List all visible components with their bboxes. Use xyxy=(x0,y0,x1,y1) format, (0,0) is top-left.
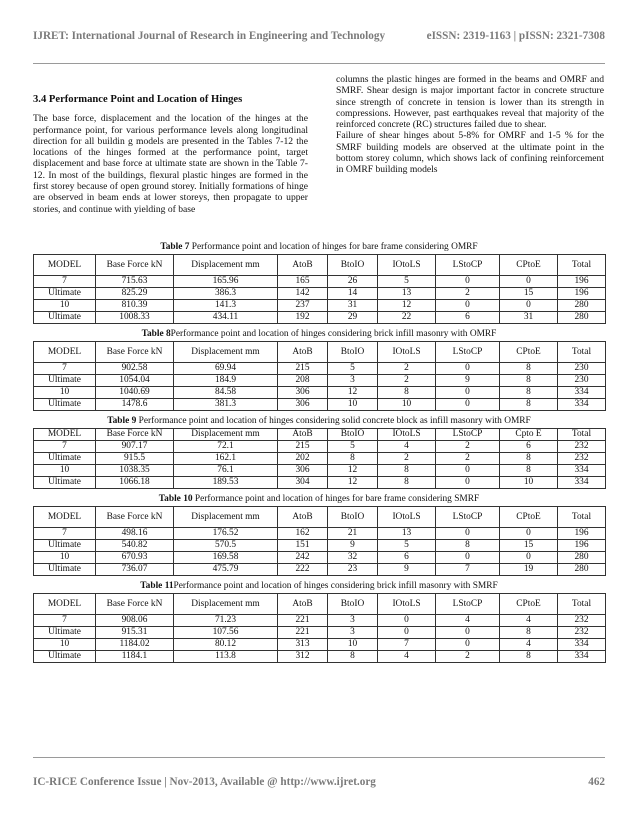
right-column xyxy=(336,74,604,176)
data-table xyxy=(33,428,606,489)
table-cell: 2 xyxy=(436,651,500,663)
table-cell: 0 xyxy=(500,300,558,312)
table-cell: 7 xyxy=(34,528,96,540)
page-footer xyxy=(33,776,605,788)
table-cell: 10 xyxy=(500,477,558,489)
table-header-cell: CPtoE xyxy=(500,594,558,615)
table-cell: 7 xyxy=(34,615,96,627)
table-block xyxy=(33,242,605,324)
table-cell: 196 xyxy=(558,276,606,288)
table-cell: 26 xyxy=(328,276,378,288)
table-header-cell: LStoCP xyxy=(436,429,500,441)
table-caption-label: Table xyxy=(107,416,130,426)
table-cell: 10 xyxy=(34,300,96,312)
table-cell: 825.29 xyxy=(96,288,174,300)
table-header-cell: Displacement mm xyxy=(174,507,278,528)
table-cell: 232 xyxy=(558,615,606,627)
table-header-cell: MODEL xyxy=(34,429,96,441)
table-cell: 498.16 xyxy=(96,528,174,540)
table-cell: 0 xyxy=(500,552,558,564)
table-header-cell: BtoIO xyxy=(328,342,378,363)
table-cell: 1066.18 xyxy=(96,477,174,489)
table-row xyxy=(34,552,606,564)
table-cell: 113.8 xyxy=(174,651,278,663)
table-cell: 6 xyxy=(500,441,558,453)
table-cell: 8 xyxy=(436,540,500,552)
table-cell: 13 xyxy=(378,288,436,300)
table-cell: 313 xyxy=(278,639,328,651)
table-cell: 8 xyxy=(378,465,436,477)
table-cell: 908.06 xyxy=(96,615,174,627)
table-cell: 7 xyxy=(34,441,96,453)
table-row xyxy=(34,441,606,453)
table-header-row xyxy=(34,507,606,528)
table-cell: 9 xyxy=(436,375,500,387)
table-cell: 5 xyxy=(328,363,378,375)
table-cell: Ultimate xyxy=(34,477,96,489)
table-cell: 12 xyxy=(328,477,378,489)
table-cell: 7 xyxy=(34,276,96,288)
table-cell: 0 xyxy=(436,627,500,639)
table-cell: 2 xyxy=(436,288,500,300)
table-cell: 540.82 xyxy=(96,540,174,552)
table-cell: 8 xyxy=(378,477,436,489)
footer-text: IC-RICE Conference Issue | Nov-2013, Available @ http://www.ijret.org xyxy=(33,776,376,788)
table-cell: 434.11 xyxy=(174,312,278,324)
table-header-cell: MODEL xyxy=(34,255,96,276)
table-cell: 1038.35 xyxy=(96,465,174,477)
table-cell: 8 xyxy=(500,375,558,387)
table-cell: 7 xyxy=(378,639,436,651)
table-cell: 10 xyxy=(34,552,96,564)
table-cell: 196 xyxy=(558,528,606,540)
table-row xyxy=(34,300,606,312)
table-cell: 280 xyxy=(558,300,606,312)
table-cell: 230 xyxy=(558,375,606,387)
table-cell: 0 xyxy=(436,552,500,564)
table-cell: 230 xyxy=(558,363,606,375)
table-cell: 6 xyxy=(436,312,500,324)
table-row xyxy=(34,399,606,411)
table-cell: 7 xyxy=(34,363,96,375)
table-block xyxy=(33,329,605,411)
table-row xyxy=(34,312,606,324)
table-cell: 107.56 xyxy=(174,627,278,639)
table-cell: 10 xyxy=(34,387,96,399)
table-block xyxy=(33,494,605,576)
table-cell: 736.07 xyxy=(96,564,174,576)
table-cell: 334 xyxy=(558,399,606,411)
table-cell: 0 xyxy=(436,639,500,651)
right-paragraph-2: Failure of shear hinges about 5-8% for OMRF and 1-5 % for the SMRF building models are observed at the ultimate point in the bottom storey column, which shows lack of confining reinforcement in OMRF building models xyxy=(336,130,604,176)
table-cell: 306 xyxy=(278,465,328,477)
table-header-cell: LStoCP xyxy=(436,255,500,276)
table-cell: 280 xyxy=(558,552,606,564)
table-header-cell: AtoB xyxy=(278,507,328,528)
table-caption-number: 7 xyxy=(182,242,190,252)
table-cell: 334 xyxy=(558,639,606,651)
table-cell: Ultimate xyxy=(34,375,96,387)
table-cell: 232 xyxy=(558,441,606,453)
table-cell: 215 xyxy=(278,441,328,453)
table-caption-number: 10 xyxy=(180,494,193,504)
table-header-cell: BtoIO xyxy=(328,594,378,615)
table-header-cell: MODEL xyxy=(34,342,96,363)
table-cell: 4 xyxy=(436,615,500,627)
table-cell: 221 xyxy=(278,627,328,639)
journal-title: IJRET: International Journal of Research in Engineering and Technology xyxy=(33,30,386,42)
right-paragraph-1: columns the plastic hinges are formed in the beams and OMRF and SMRF. Shear design is major important factor in concrete structure since strength of concrete in tension is lower than its strength in compressions. However, past earthquakes reveal that majority of the reinforced concrete (RC) structures failed due to shear. xyxy=(336,74,604,131)
table-cell: Ultimate xyxy=(34,312,96,324)
table-cell: 0 xyxy=(500,276,558,288)
data-table xyxy=(33,341,606,411)
table-cell: 169.58 xyxy=(174,552,278,564)
table-cell: 0 xyxy=(436,528,500,540)
table-cell: 8 xyxy=(500,627,558,639)
table-header-cell: IOtoLS xyxy=(378,594,436,615)
table-cell: 915.31 xyxy=(96,627,174,639)
table-caption xyxy=(33,581,605,591)
table-cell: 76.1 xyxy=(174,465,278,477)
table-header-cell: Base Force kN xyxy=(96,255,174,276)
table-cell: 142 xyxy=(278,288,328,300)
data-table xyxy=(33,254,606,324)
table-row xyxy=(34,615,606,627)
table-cell: 71.23 xyxy=(174,615,278,627)
table-cell: 306 xyxy=(278,399,328,411)
table-cell: 162.1 xyxy=(174,453,278,465)
table-caption-number: 11 xyxy=(162,581,174,591)
table-cell: 386.3 xyxy=(174,288,278,300)
table-header-cell: LStoCP xyxy=(436,594,500,615)
table-cell: 21 xyxy=(328,528,378,540)
table-cell: 312 xyxy=(278,651,328,663)
table-cell: 1478.6 xyxy=(96,399,174,411)
table-cell: 915.5 xyxy=(96,453,174,465)
table-header-cell: MODEL xyxy=(34,594,96,615)
table-cell: 31 xyxy=(328,300,378,312)
table-header-cell: CPtoE xyxy=(500,507,558,528)
table-cell: 0 xyxy=(436,276,500,288)
table-cell: 1040.69 xyxy=(96,387,174,399)
table-header-cell: BtoIO xyxy=(328,507,378,528)
table-cell: 10 xyxy=(328,639,378,651)
table-row xyxy=(34,288,606,300)
table-cell: Ultimate xyxy=(34,288,96,300)
data-table xyxy=(33,506,606,576)
table-header-cell: Displacement mm xyxy=(174,255,278,276)
table-cell: 208 xyxy=(278,375,328,387)
table-cell: 192 xyxy=(278,312,328,324)
table-caption xyxy=(33,329,605,339)
table-cell: 0 xyxy=(436,387,500,399)
table-caption-text: Performance point and location of hinges considering solid concrete block as infill masonry with OMRF xyxy=(136,416,531,426)
header-rule xyxy=(33,63,605,64)
table-cell: Ultimate xyxy=(34,453,96,465)
table-cell: 570.5 xyxy=(174,540,278,552)
table-cell: 4 xyxy=(500,639,558,651)
table-header-cell: AtoB xyxy=(278,594,328,615)
table-cell: 1054.04 xyxy=(96,375,174,387)
table-header-cell: Total xyxy=(558,429,606,441)
table-cell: 0 xyxy=(500,528,558,540)
journal-issn: eISSN: 2319-1163 | pISSN: 2321-7308 xyxy=(426,30,605,42)
table-cell: 8 xyxy=(378,387,436,399)
table-header-cell: CPtoE xyxy=(500,342,558,363)
table-header-cell: Total xyxy=(558,507,606,528)
table-cell: 0 xyxy=(378,615,436,627)
table-cell: 304 xyxy=(278,477,328,489)
table-cell: 5 xyxy=(378,540,436,552)
table-header-cell: BtoIO xyxy=(328,429,378,441)
table-cell: 10 xyxy=(378,399,436,411)
table-cell: 10 xyxy=(328,399,378,411)
table-cell: 4 xyxy=(378,651,436,663)
table-cell: Ultimate xyxy=(34,651,96,663)
table-cell: 8 xyxy=(328,453,378,465)
table-header-cell: Displacement mm xyxy=(174,429,278,441)
table-cell: 15 xyxy=(500,288,558,300)
table-header-cell: Total xyxy=(558,255,606,276)
table-header-row xyxy=(34,429,606,441)
table-cell: 3 xyxy=(328,615,378,627)
table-row xyxy=(34,465,606,477)
table-caption-label: Table xyxy=(141,329,164,339)
table-cell: 5 xyxy=(328,441,378,453)
table-cell: 5 xyxy=(378,276,436,288)
table-cell: 0 xyxy=(436,363,500,375)
table-row xyxy=(34,651,606,663)
table-cell: 165.96 xyxy=(174,276,278,288)
table-header-row xyxy=(34,255,606,276)
table-cell: 222 xyxy=(278,564,328,576)
table-caption-text: Performance point and location of hinges considering brick infill masonry with SMRF xyxy=(173,581,498,591)
table-header-cell: AtoB xyxy=(278,255,328,276)
table-caption-text: Performance point and location of hinges for bare frame considering SMRF xyxy=(192,494,480,504)
table-header-cell: Total xyxy=(558,594,606,615)
table-cell: 2 xyxy=(436,453,500,465)
tables-area xyxy=(33,242,605,668)
table-cell: 141.3 xyxy=(174,300,278,312)
table-caption-label: Table xyxy=(158,494,181,504)
table-cell: 334 xyxy=(558,477,606,489)
table-row xyxy=(34,453,606,465)
table-row xyxy=(34,387,606,399)
table-cell: 165 xyxy=(278,276,328,288)
table-row xyxy=(34,375,606,387)
table-header-cell: Displacement mm xyxy=(174,594,278,615)
table-cell: 8 xyxy=(500,465,558,477)
table-cell: 8 xyxy=(500,387,558,399)
table-cell: 202 xyxy=(278,453,328,465)
table-row xyxy=(34,363,606,375)
table-header-cell: AtoB xyxy=(278,342,328,363)
table-cell: 1184.1 xyxy=(96,651,174,663)
table-header-cell: Base Force kN xyxy=(96,594,174,615)
table-cell: 23 xyxy=(328,564,378,576)
table-cell: 475.79 xyxy=(174,564,278,576)
table-cell: 334 xyxy=(558,465,606,477)
table-header-cell: Base Force kN xyxy=(96,507,174,528)
table-cell: 0 xyxy=(436,477,500,489)
table-header-cell: AtoB xyxy=(278,429,328,441)
table-cell: 0 xyxy=(436,300,500,312)
table-cell: 9 xyxy=(378,564,436,576)
table-cell: 221 xyxy=(278,615,328,627)
table-header-cell: BtoIO xyxy=(328,255,378,276)
table-cell: 1008.33 xyxy=(96,312,174,324)
table-cell: 162 xyxy=(278,528,328,540)
table-block xyxy=(33,581,605,663)
table-header-cell: Base Force kN xyxy=(96,342,174,363)
table-cell: 12 xyxy=(328,387,378,399)
table-caption-text: Performance point and location of hinges for bare frame considering OMRF xyxy=(189,242,478,252)
table-cell: 810.39 xyxy=(96,300,174,312)
table-block xyxy=(33,416,605,489)
table-row xyxy=(34,540,606,552)
table-cell: 22 xyxy=(378,312,436,324)
table-cell: 4 xyxy=(500,615,558,627)
table-cell: 1184.02 xyxy=(96,639,174,651)
table-cell: 8 xyxy=(500,453,558,465)
table-cell: 2 xyxy=(378,375,436,387)
table-header-cell: Total xyxy=(558,342,606,363)
table-header-cell: IOtoLS xyxy=(378,507,436,528)
table-cell: 2 xyxy=(378,363,436,375)
table-cell: 9 xyxy=(328,540,378,552)
table-cell: 280 xyxy=(558,312,606,324)
table-cell: 72.1 xyxy=(174,441,278,453)
table-cell: 902.58 xyxy=(96,363,174,375)
table-cell: Ultimate xyxy=(34,399,96,411)
table-caption-label: Table xyxy=(140,581,163,591)
table-cell: 29 xyxy=(328,312,378,324)
table-header-cell: Base Force kN xyxy=(96,429,174,441)
table-header-cell: CPtoE xyxy=(500,255,558,276)
page-number: 462 xyxy=(588,776,605,788)
table-cell: 84.58 xyxy=(174,387,278,399)
table-caption xyxy=(33,416,605,426)
table-caption xyxy=(33,242,605,252)
table-cell: 176.52 xyxy=(174,528,278,540)
table-cell: Ultimate xyxy=(34,540,96,552)
table-cell: 184.9 xyxy=(174,375,278,387)
table-header-cell: MODEL xyxy=(34,507,96,528)
table-row xyxy=(34,528,606,540)
table-row xyxy=(34,639,606,651)
table-cell: Ultimate xyxy=(34,564,96,576)
table-caption-number: 8 xyxy=(163,329,171,339)
table-cell: 215 xyxy=(278,363,328,375)
table-cell: 8 xyxy=(500,399,558,411)
table-cell: 19 xyxy=(500,564,558,576)
table-row xyxy=(34,564,606,576)
table-cell: 907.17 xyxy=(96,441,174,453)
section-title: 3.4 Performance Point and Location of Hinges xyxy=(33,94,243,105)
table-cell: 232 xyxy=(558,453,606,465)
table-cell: 80.12 xyxy=(174,639,278,651)
table-cell: 2 xyxy=(378,453,436,465)
table-cell: 334 xyxy=(558,387,606,399)
table-cell: 8 xyxy=(500,363,558,375)
table-header-cell: Displacement mm xyxy=(174,342,278,363)
journal-header xyxy=(33,30,605,42)
table-cell: 242 xyxy=(278,552,328,564)
table-cell: 151 xyxy=(278,540,328,552)
table-cell: 232 xyxy=(558,627,606,639)
table-cell: 196 xyxy=(558,288,606,300)
table-cell: 8 xyxy=(328,651,378,663)
table-cell: 670.93 xyxy=(96,552,174,564)
table-cell: 3 xyxy=(328,375,378,387)
table-row xyxy=(34,276,606,288)
table-cell: 189.53 xyxy=(174,477,278,489)
table-header-cell: LStoCP xyxy=(436,507,500,528)
left-paragraph: The base force, displacement and the location of the hinges at the performance point, for various performance levels along longitudinal direction for all buildin g models are presented in the Tables 7-12 the locations of the hinges formed at the performance point, target displacement and base force at ultimate state are shown in the Table 7-12. In most of the buildings, flexural plastic hinges are formed in the first storey because of open ground storey. Initially formations of hinge are observed in beam ends at lower storeys, then propagate to upper stories, and continue with yielding of base xyxy=(33,113,308,215)
table-cell: 0 xyxy=(436,399,500,411)
table-cell: 15 xyxy=(500,540,558,552)
table-cell: 2 xyxy=(436,441,500,453)
table-cell: 69.94 xyxy=(174,363,278,375)
table-cell: 715.63 xyxy=(96,276,174,288)
table-cell: 306 xyxy=(278,387,328,399)
table-cell: 334 xyxy=(558,651,606,663)
table-cell: Ultimate xyxy=(34,627,96,639)
table-cell: 3 xyxy=(328,627,378,639)
table-cell: 6 xyxy=(378,552,436,564)
table-caption xyxy=(33,494,605,504)
table-cell: 12 xyxy=(378,300,436,312)
table-caption-label: Table xyxy=(160,242,183,252)
footer-rule xyxy=(33,757,605,758)
table-cell: 280 xyxy=(558,564,606,576)
data-table xyxy=(33,593,606,663)
table-cell: 13 xyxy=(378,528,436,540)
table-header-row xyxy=(34,594,606,615)
table-cell: 196 xyxy=(558,540,606,552)
table-cell: 0 xyxy=(436,465,500,477)
table-header-cell: IOtoLS xyxy=(378,255,436,276)
table-cell: 12 xyxy=(328,465,378,477)
table-cell: 8 xyxy=(500,651,558,663)
table-cell: 237 xyxy=(278,300,328,312)
table-header-row xyxy=(34,342,606,363)
table-header-cell: IOtoLS xyxy=(378,429,436,441)
table-cell: 381.3 xyxy=(174,399,278,411)
table-cell: 4 xyxy=(378,441,436,453)
table-cell: 31 xyxy=(500,312,558,324)
table-header-cell: Cpto E xyxy=(500,429,558,441)
table-row xyxy=(34,627,606,639)
table-row xyxy=(34,477,606,489)
table-cell: 10 xyxy=(34,639,96,651)
table-caption-text: Performance point and location of hinges considering brick infill masonry with OMRF xyxy=(170,329,497,339)
table-header-cell: LStoCP xyxy=(436,342,500,363)
table-cell: 14 xyxy=(328,288,378,300)
table-cell: 10 xyxy=(34,465,96,477)
table-caption-number: 9 xyxy=(129,416,137,426)
table-header-cell: IOtoLS xyxy=(378,342,436,363)
table-cell: 7 xyxy=(436,564,500,576)
table-cell: 32 xyxy=(328,552,378,564)
left-column xyxy=(33,94,308,215)
table-cell: 0 xyxy=(378,627,436,639)
